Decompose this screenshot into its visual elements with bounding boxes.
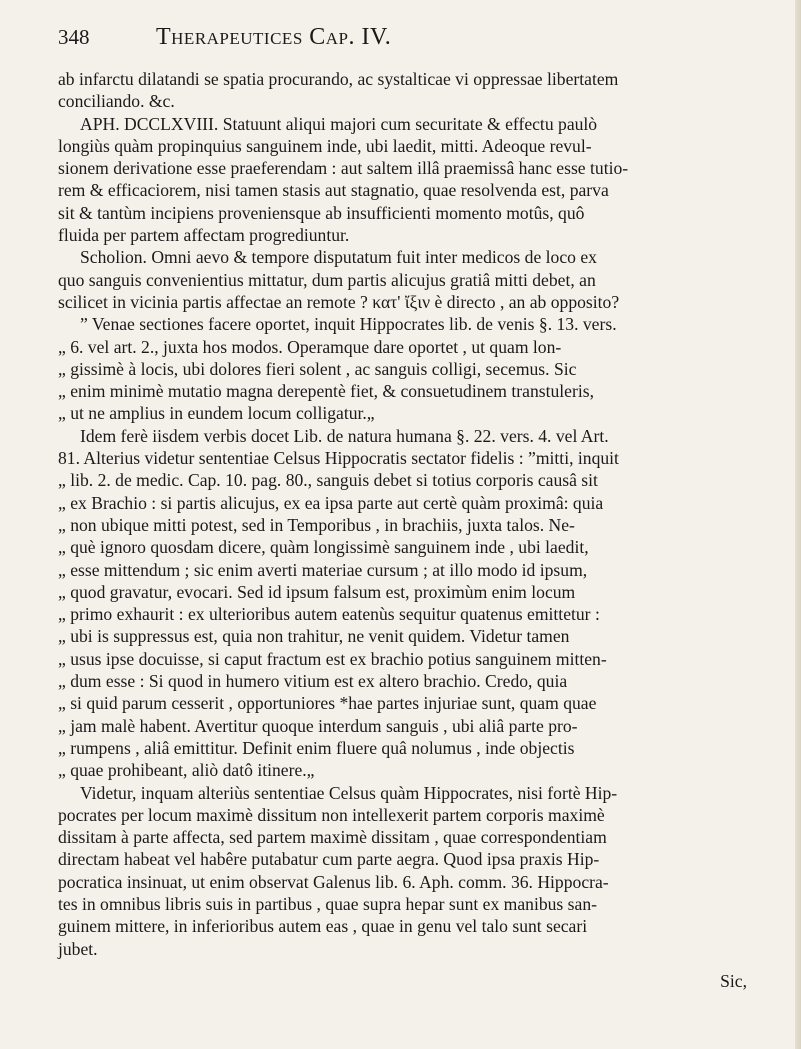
text-line: rem & efficaciorem, nisi tamen stasis aut stagnatio, quae resolvenda est, parva: [58, 180, 609, 201]
quote-line: ” Venae sectiones facere oportet, inquit Hippocrates lib. de venis §. 13. vers.: [80, 314, 617, 335]
text-line: guinem mittere, in inferioribus autem eas , quae in genu vel talo sunt secari: [58, 916, 588, 937]
text-line: quo sanguis convenientius mittatur, dum partis alicujus gratiâ mitti debet, an: [58, 269, 596, 290]
running-title: Therapeutices Cap. IV.: [156, 24, 392, 50]
quote-line: „ esse mittendum ; sic enim averti materiae cursum ; at illo modo id ipsum,: [58, 559, 588, 580]
text-line: tes in omnibus libris suis in partibus , quae supra hepar sunt ex manibus san-: [58, 893, 597, 914]
quote-line: „ ut ne amplius in eundem locum colligatur.„: [58, 403, 375, 424]
quote-line: „ ex Brachio : si partis alicujus, ex ea ipsa parte aut certè quàm proximâ: quia: [58, 492, 604, 513]
catchword: Sic,: [720, 970, 747, 991]
body-text: [58, 68, 761, 992]
text-line: sionem derivatione esse praeferendam : aut saltem illâ praemissâ hanc esse tutio-: [58, 158, 629, 179]
page-edge: [795, 0, 801, 1049]
text-line: fluida per partem affectam progrediuntur.: [58, 225, 350, 246]
text-line: 81. Alterius videtur sententiae Celsus Hippocratis sectator fidelis : ”mitti, inquit: [58, 448, 619, 469]
quote-line: „ rumpens , aliâ emittitur. Definit enim fluere quâ nolumus , inde objectis: [58, 737, 575, 758]
quote-line: „ ubi is suppressus est, quia non trahitur, ne venit quidem. Videtur tamen: [58, 626, 570, 647]
text-line: longiùs quàm propinquius sanguinem inde, ubi laedit, mitti. Adeoque revul-: [58, 135, 592, 156]
quote-line: „ non ubique mitti potest, sed in Temporibus , in brachiis, juxta talos. Ne-: [58, 514, 575, 535]
text-line: jubet.: [58, 938, 98, 959]
quote-line: „ quae prohibeant, aliò datô itinere.„: [58, 760, 315, 781]
text-line: pocrates per locum maximè dissitum non intellexerit partem corporis maximè: [58, 804, 605, 825]
aphorism-heading-line: APH. DCCLXVIII. Statuunt aliqui majori cum securitate & effectu paulò: [80, 113, 598, 134]
quote-line: „ lib. 2. de medic. Cap. 10. pag. 80., sanguis debet si totius corporis causâ sit: [58, 470, 598, 491]
page-number: 348: [58, 25, 90, 49]
text-line: conciliando. &c.: [58, 91, 175, 112]
text-line: ab infarctu dilatandi se spatia procurando, ac systalticae vi oppressae libertatem: [58, 69, 619, 89]
quote-line: „ primo exhaurit : ex ulterioribus autem eatenùs sequitur quatenus emittetur :: [58, 604, 600, 625]
quote-line: „ quod gravatur, evocari. Sed id ipsum falsum est, proximùm enim locum: [58, 581, 576, 602]
text-line: directam habeat vel habêre putabatur cum parte aegra. Quod ipsa praxis Hip-: [58, 849, 600, 870]
text-line: Videtur, inquam alteriùs sententiae Celsus quàm Hippocrates, nisi fortè Hip-: [80, 782, 618, 803]
text-line: dissitam à parte affecta, sed partem maximè dissitam , quae correspondentiam: [58, 827, 607, 848]
text-line: sit & tantùm incipiens proveniensque ab insufficienti momento motûs, quô: [58, 202, 585, 223]
text-line: Idem ferè iisdem verbis docet Lib. de natura humana §. 22. vers. 4. vel Art.: [80, 425, 609, 446]
quote-line: „ dum esse : Si quod in humero vitium est ex altero brachio. Credo, quia: [58, 671, 568, 692]
scholion-line: Scholion. Omni aevo & tempore disputatum fuit inter medicos de loco ex: [80, 247, 597, 268]
quote-line: „ usus ipse docuisse, si caput fractum est ex brachio potius sanguinem mitten-: [58, 648, 607, 669]
quote-line: „ què ignoro quosdam dicere, quàm longissimè sanguinem inde , ubi laedit,: [58, 537, 589, 558]
quote-line: „ gissimè à locis, ubi dolores fieri solent , ac sanguis colligi, secemus. Sic: [58, 358, 577, 379]
quote-line: „ si quid parum cesserit , opportuniores *hae partes injuriae sunt, quam quae: [58, 693, 597, 714]
text-line: scilicet in vicinia partis affectae an remote ? κατ' ἴξιν è directo , an ab opposito?: [58, 291, 620, 312]
quote-line: „ 6. vel art. 2., juxta hos modos. Operamque dare oportet , ut quam lon-: [58, 336, 562, 357]
text-line: pocratica insinuat, ut enim observat Galenus lib. 6. Aph. comm. 36. Hippocra-: [58, 871, 609, 892]
quote-line: „ enim minimè mutatio magna derepentè fiet, & consuetudinem transtuleris,: [58, 381, 594, 402]
running-head: [58, 24, 761, 68]
quote-line: „ jam malè habent. Avertitur quoque interdum sanguis , ubi aliâ parte pro-: [58, 715, 578, 736]
